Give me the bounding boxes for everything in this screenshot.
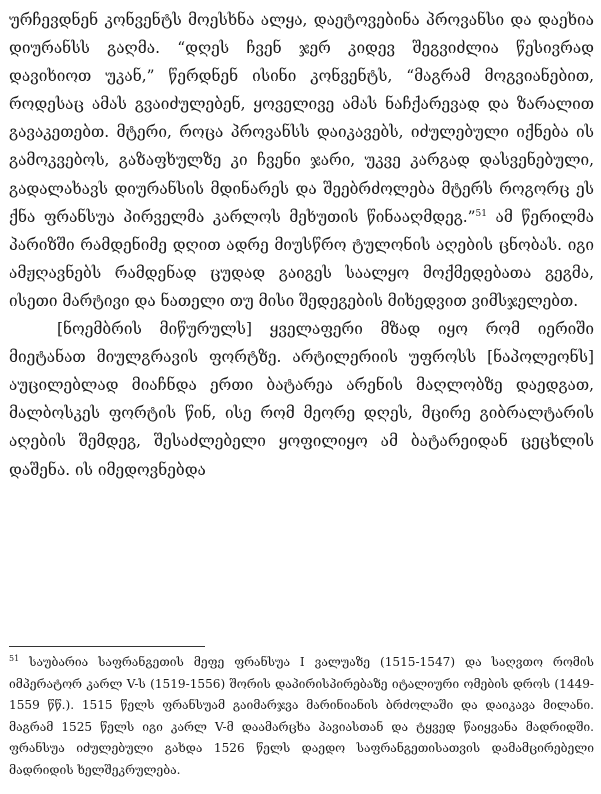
paragraph bbox=[9, 6, 594, 315]
main-text bbox=[9, 6, 594, 484]
footnote-marker: 51 bbox=[9, 654, 20, 663]
footnote bbox=[9, 652, 594, 782]
paragraph: [ნოემბრის მიწურულს] ყველაფერი მზად იყო რომ იერიში მიეტანათ მიულგრავის ფორტზე. არტილერიის უფროსს [ნაპოლეონს] აუცილებლად მიაჩნდა ერთი ბატარეა არენის მაღლობზე დაედგათ, მალბოსკეს ფორტის წინ, ისე რომ მეორე დღეს, მცირე გიბრალტარის აღების შემდეგ, შესაძლებელი ყოფილიყო ამ ბატარეიდან ცეცხლის დაშენა. ის იმედოვნებდა bbox=[9, 320, 594, 479]
paragraph-text: ამ წერილმა პარიზში რამდენიმე დღით ადრე მიუსწრო ტულონის აღების ცნობას. იგი ამჟღავნებს რამდენად ცუდად გაიგეს საალყო მოქმედებათა გეგმა, ისეთი მარტივი და ნათელი თუ მისი შედეგების მიხედვით ვიმსჯელებთ. bbox=[9, 207, 594, 310]
footnote-reference: 51 bbox=[475, 208, 487, 219]
footnote-divider bbox=[9, 646, 205, 647]
paragraph-text: ურჩევდნენ კონვენტს მოესხნა ალყა, დაეტოვებინა პროვანსი და დაეხია დიურანსს გაღმა. “დღეს ჩვენ ჯერ კიდევ შეგვიძლია წესივრად დავიხიოთ უკან,” წერდნენ ისინი კონვენტს, “მაგრამ მოგვიანებით, როდესაც ამას გვაიძულებენ, ყოველივე ამას ნაჩქარევად და ზარალით გავაკეთებთ. მტერი, როცა პროვანსს დაიკავებს, იძულებული იქნება ის გამოკვებოს, გაზაფხულზე კი ჩვენი ჯარი, უკვე კარგად დასვენებული, გადალახავს დიურანსის მდინარეს და შეებრძოლება მტერს როგორც ეს ქნა ფრანსუა პირველმა კარლოს მეხუთის წინააღმდეგ.” bbox=[9, 11, 594, 226]
footnote-text: საუბარია საფრანგეთის მეფე ფრანსუა I ვალუაზე (1515-1547) და საღვთო რომის იმპერატორ კარლ V-ს (1519-1556) შორის დაპირისპირებაზე იტალიური ომების დროს (1449-1559 წწ.). 1515 წელს ფრანსუამ გაიმარჯვა მარინიანის ბრძოლაში და დაიკავა მილანი. მაგრამ 1525 წელს იგი კარლ V-მ დაამარცხა პავიასთან და ტყვედ წაიყვანა მადრიდში. ფრანსუა იძულებული გახდა 1526 წელს დაედო საფრანგეთისათვის დამამცირებელი მადრიდის ხელშეკრულება. bbox=[9, 655, 594, 777]
